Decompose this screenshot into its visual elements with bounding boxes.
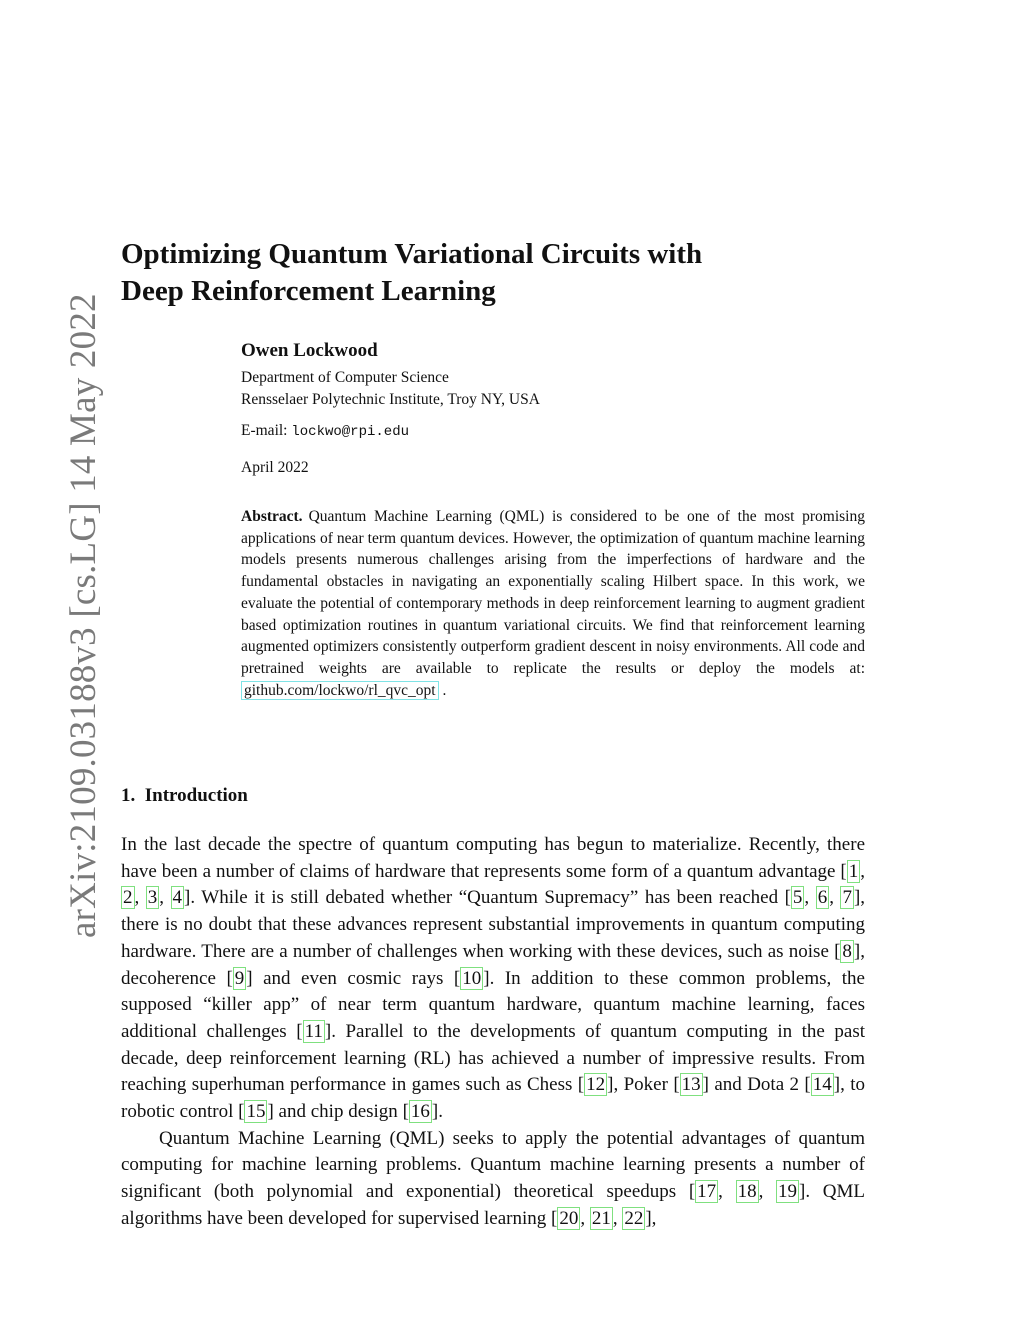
paragraph-text: In the last decade the spectre of quantum computing has begun to materialize. Recently, there have been a number of claims of hardware that represents some form of a quantum advantage (121, 834, 865, 882)
paragraph-text: and Dota 2 (708, 1074, 805, 1096)
arxiv-identifier-stamp (24, 293, 104, 940)
paragraph-text: and chip design (273, 1101, 403, 1123)
author-email-line (241, 422, 409, 440)
citation-link[interactable]: 15 (246, 1101, 266, 1123)
citation-link[interactable]: 20 (559, 1207, 579, 1229)
code-repository-link[interactable]: github.com/lockwo/rl_qvc_opt (241, 681, 439, 700)
introduction-paragraph-2: Quantum Machine Learning (QML) seeks to apply the potential advantages of quantum computing for machine learning problems. Quantum machine learning presents a number of significant (both polynomial and exponential) theoretical speedups [ 17 , 18 , 19 ]. QML algorithms have been developed for supervised learning [ 20 , 21 , 22 ], (121, 1127, 866, 1229)
citation-link[interactable]: 10 (462, 967, 482, 989)
paragraph-text: and even cosmic rays (252, 967, 454, 989)
author-institution: Rensselaer Polytechnic Institute, Troy NY, USA (241, 391, 540, 408)
abstract-end: . (438, 681, 447, 699)
paragraph-text: , (651, 1207, 657, 1229)
citation-link[interactable]: 1 (848, 860, 859, 882)
abstract-text: Quantum Machine Learning (QML) is considered to be one of the most promising applications of near term quantum devices. However, the optimization of quantum machine learning models presents numerous challenges arising from the imperfections of hardware and the fundamental obstacles in navigating an exponentially scaling Hilbert space. In this work, we evaluate the potential of contemporary methods in deep reinforcement learning to augment gradient based optimization routines in quantum variational circuits. We find that reinforcement learning augmented optimizers consistently outperform gradient descent in noisy environments. All code and pretrained weights are available to replicate the results or deploy the models at: (241, 508, 865, 677)
citation-link[interactable]: 22 (624, 1207, 644, 1229)
paragraph-text: , Poker (613, 1074, 674, 1096)
section-heading-introduction (121, 785, 248, 807)
arxiv-identifier-text: arXiv:2109.03188v3 [cs.LG] 14 May 2022 (63, 293, 104, 938)
abstract (241, 506, 865, 701)
citation-link[interactable]: 19 (778, 1181, 798, 1203)
citation-link[interactable]: 16 (410, 1101, 430, 1123)
citation-link[interactable]: 12 (586, 1074, 606, 1096)
paper-date: April 2022 (241, 459, 309, 476)
paper-title (121, 236, 821, 310)
title-line-2: Deep Reinforcement Learning (121, 275, 496, 307)
citation-link[interactable]: 4 (172, 887, 183, 909)
citation-link[interactable]: 14 (812, 1074, 832, 1096)
paragraph-text: . Parallel to the developments of quantum computing in the past decade, deep reinforcement learning (RL) has achieved a number of impressive results. From reaching superhuman performance in games such as Chess (121, 1020, 865, 1096)
citation-link[interactable]: 7 (842, 887, 852, 909)
paragraph-text: . (438, 1101, 443, 1123)
citation-link[interactable]: 6 (817, 887, 828, 909)
citation-link[interactable]: 11 (304, 1020, 323, 1042)
email-label: E-mail: (241, 422, 292, 439)
paragraph-text: , to robotic control (121, 1074, 866, 1123)
citation-link[interactable]: 8 (842, 940, 852, 962)
author-department: Department of Computer Science (241, 369, 449, 386)
paragraph-text: . QML algorithms have been developed for supervised learning (121, 1181, 866, 1229)
paragraph-text: . In addition to these common problems, the supposed “killer app” of near term quantum hardware, quantum machine learning, faces additional challenges (121, 967, 865, 1042)
citation-link[interactable]: 2 (123, 887, 133, 909)
paragraph-text: , decoherence (121, 940, 865, 989)
email-address[interactable]: lockwo@rpi.edu (291, 424, 409, 440)
paragraph-text: . While it is still debated whether “Quantum Supremacy” has been reached (190, 887, 785, 909)
section-number: 1. (121, 785, 136, 806)
paragraph-text: Quantum Machine Learning (QML) seeks to apply the potential advantages of quantum computing for machine learning problems. Quantum machine learning presents a number of significant (both polynomial and exponential) theoretical speedups (121, 1127, 865, 1203)
paragraph-text: , there is no doubt that these advances represent substantial improvements in quantum computing hardware. There are a number of challenges when working with these devices, such as noise (121, 887, 866, 962)
introduction-paragraph-1: In the last decade the spectre of quantum computing has begun to materialize. Recently, there have been a number of claims of hardware that represents some form of a quantum advantage [ 1 , 2 , 3 , 4 ]. While it is still debated whether “Quantum Supremacy” has been reached [ 5 , 6 , 7 ], there is no doubt that these advances represent substantial improvements in quantum computing hardware. There are a number of challenges when working with these devices, such as noise [ 8 ], decoherence [ 9 ] and even cosmic rays [ 10 ]. In addition to these common problems, the supposed “killer app” of near term quantum hardware, quantum machine learning, faces additional challenges [ 11 ]. Parallel to the developments of quantum computing in the past decade, deep reinforcement learning (RL) has achieved a number of impressive results. From reaching superhuman performance in games such as Chess [ 12 ], Poker [ 13 ] and Dota 2 [ 14 ], to robotic control [ 15 ] and chip design [ 16 ]. (121, 834, 866, 1123)
citation-link[interactable]: 17 (697, 1181, 717, 1203)
introduction-body (121, 832, 865, 1233)
citation-link[interactable]: 3 (147, 887, 158, 909)
author-name: Owen Lockwood (241, 340, 378, 361)
abstract-label: Abstract. (241, 508, 303, 525)
citation-link[interactable]: 5 (792, 887, 803, 909)
section-title: Introduction (144, 785, 248, 806)
citation-link[interactable]: 18 (737, 1181, 757, 1203)
title-line-1: Optimizing Quantum Variational Circuits with (121, 238, 703, 270)
citation-link[interactable]: 21 (591, 1207, 611, 1229)
citation-link[interactable]: 9 (234, 967, 245, 989)
citation-link[interactable]: 13 (681, 1074, 701, 1096)
